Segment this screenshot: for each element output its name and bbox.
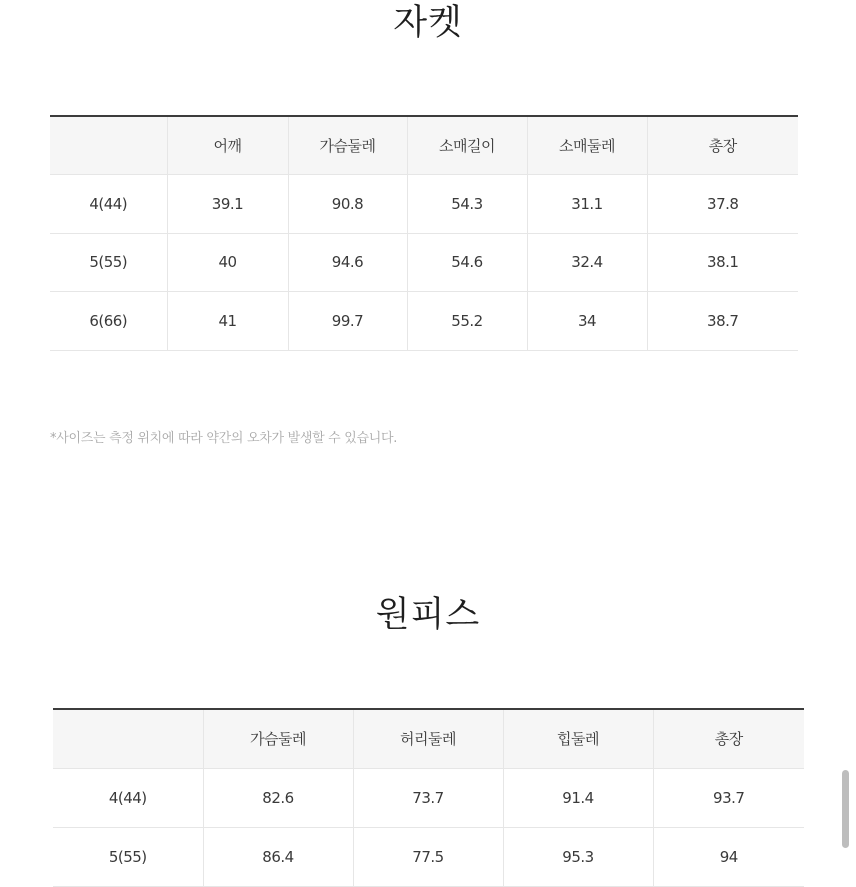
header-cell — [53, 709, 203, 768]
header-cell: 어깨 — [167, 116, 288, 175]
table-cell: 94.6 — [288, 233, 407, 292]
header-cell: 허리둘레 — [353, 709, 503, 768]
table-cell: 93.7 — [653, 768, 804, 827]
table-row — [53, 827, 804, 886]
header-cell: 힙둘레 — [503, 709, 653, 768]
header-cell: 총장 — [647, 116, 798, 175]
table-cell: 32.4 — [527, 233, 647, 292]
table-cell: 34 — [527, 292, 647, 351]
table-cell: 40 — [167, 233, 288, 292]
measurement-note: *사이즈는 측정 위치에 따라 약간의 오차가 발생할 수 있습니다. — [50, 431, 398, 446]
header-cell: 가슴둘레 — [288, 116, 407, 175]
table-header-row — [53, 709, 804, 768]
table-cell: 91.4 — [503, 768, 653, 827]
table-cell: 54.6 — [407, 233, 527, 292]
table-cell: 94 — [653, 827, 804, 886]
size-label: 5(55) — [50, 233, 167, 292]
table-cell: 41 — [167, 292, 288, 351]
table-cell: 77.5 — [353, 827, 503, 886]
dress-title: 원피스 — [375, 595, 481, 635]
table-cell: 99.7 — [288, 292, 407, 351]
header-cell: 가슴둘레 — [203, 709, 353, 768]
table-cell: 54.3 — [407, 175, 527, 234]
size-label: 4(44) — [53, 768, 203, 827]
table-cell: 90.8 — [288, 175, 407, 234]
table-cell: 95.3 — [503, 827, 653, 886]
table-cell: 31.1 — [527, 175, 647, 234]
size-label: 4(44) — [50, 175, 167, 234]
table-row — [50, 175, 798, 234]
table-cell: 55.2 — [407, 292, 527, 351]
scrollbar-thumb[interactable] — [842, 770, 849, 848]
header-cell: 소매둘레 — [527, 116, 647, 175]
table-row — [50, 233, 798, 292]
table-cell: 38.1 — [647, 233, 798, 292]
table-row — [50, 292, 798, 351]
table-cell: 38.7 — [647, 292, 798, 351]
table-cell: 82.6 — [203, 768, 353, 827]
header-cell: 총장 — [653, 709, 804, 768]
size-label: 5(55) — [53, 827, 203, 886]
size-label: 6(66) — [50, 292, 167, 351]
table-cell: 73.7 — [353, 768, 503, 827]
table-row — [53, 768, 804, 827]
table-header-row — [50, 116, 798, 175]
header-cell: 소매길이 — [407, 116, 527, 175]
table-cell: 86.4 — [203, 827, 353, 886]
header-cell — [50, 116, 167, 175]
table-cell: 37.8 — [647, 175, 798, 234]
dress-size-table — [53, 708, 804, 887]
table-cell: 39.1 — [167, 175, 288, 234]
jacket-title: 자켓 — [393, 3, 463, 43]
jacket-size-table — [50, 115, 798, 351]
